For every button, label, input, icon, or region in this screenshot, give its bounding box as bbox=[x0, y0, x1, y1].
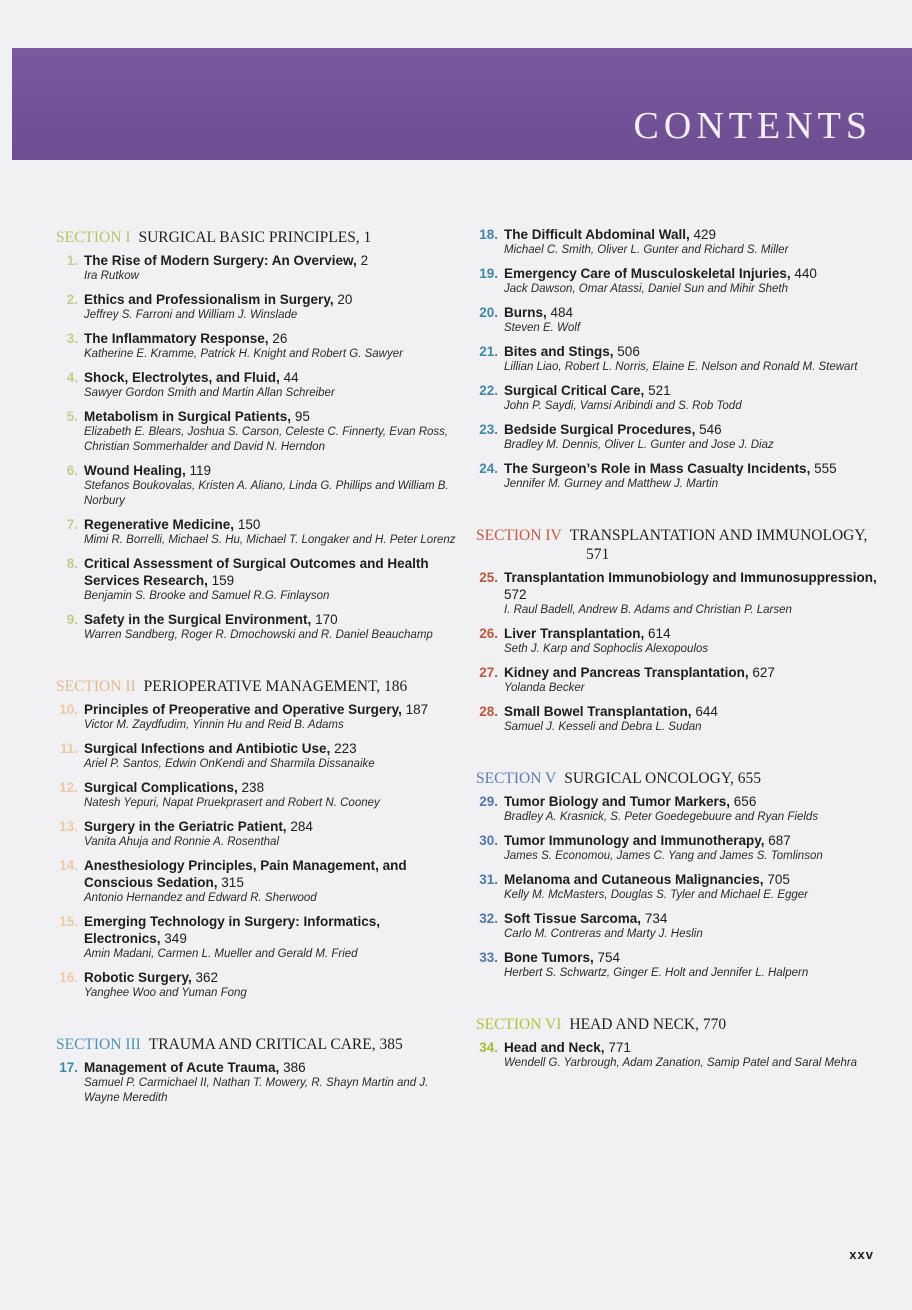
chapter-page: 627 bbox=[752, 665, 775, 680]
chapter-title: Wound Healing, bbox=[84, 463, 186, 478]
chapter-number: 8. bbox=[66, 556, 78, 571]
section-block-i bbox=[56, 228, 456, 643]
chapter-title: Surgical Infections and Antibiotic Use, bbox=[84, 741, 331, 756]
chapter-page: 159 bbox=[211, 573, 235, 588]
chapter-number: 13. bbox=[59, 819, 78, 834]
toc-entry[interactable] bbox=[56, 779, 456, 811]
section-title: HEAD AND NECK, 770 bbox=[569, 1016, 727, 1033]
chapter-title: Tumor Biology and Tumor Markers, bbox=[504, 794, 731, 809]
toc-entry[interactable] bbox=[476, 832, 886, 864]
chapter-authors: Warren Sandberg, Roger R. Dmochowski and R. Daniel Beauchamp bbox=[84, 629, 433, 641]
chapter-authors: John P. Saydi, Vamsi Aribindi and S. Rob Todd bbox=[504, 400, 742, 412]
section-block-ii bbox=[56, 677, 456, 1001]
chapter-authors: Samuel J. Kesseli and Debra L. Sudan bbox=[504, 721, 702, 733]
chapter-authors: Benjamin S. Brooke and Samuel R.G. Finlayson bbox=[84, 590, 330, 602]
chapter-page: 362 bbox=[195, 970, 219, 985]
chapter-authors: Bradley M. Dennis, Oliver L. Gunter and Jose J. Diaz bbox=[504, 439, 774, 451]
chapter-authors: Sawyer Gordon Smith and Martin Allan Schreiber bbox=[84, 387, 335, 399]
chapter-number: 1. bbox=[66, 253, 78, 268]
toc-entry[interactable] bbox=[476, 382, 886, 414]
chapter-page: 95 bbox=[294, 409, 310, 424]
chapter-title: Bites and Stings, bbox=[504, 344, 614, 359]
toc-entry[interactable] bbox=[476, 265, 886, 297]
toc-entry[interactable] bbox=[56, 408, 456, 455]
chapter-number: 14. bbox=[59, 858, 78, 873]
toc-entry[interactable] bbox=[56, 611, 456, 643]
chapter-number: 7. bbox=[66, 517, 78, 532]
toc-entry[interactable] bbox=[56, 555, 456, 604]
chapter-number: 27. bbox=[479, 665, 498, 680]
chapter-title: Soft Tissue Sarcoma, bbox=[504, 911, 642, 926]
chapter-authors: I. Raul Badell, Andrew B. Adams and Christian P. Larsen bbox=[504, 604, 792, 616]
chapter-title: Burns, bbox=[504, 305, 547, 320]
chapter-number: 4. bbox=[66, 370, 78, 385]
chapter-page: 238 bbox=[241, 780, 265, 795]
chapter-page: 440 bbox=[794, 266, 817, 281]
chapter-title: Small Bowel Transplantation, bbox=[504, 704, 692, 719]
chapter-title: Emergency Care of Musculoskeletal Injuries, bbox=[504, 266, 791, 281]
chapter-number: 22. bbox=[479, 383, 498, 398]
chapter-number: 28. bbox=[479, 704, 498, 719]
toc-entry[interactable] bbox=[476, 910, 886, 942]
chapter-number: 26. bbox=[479, 626, 498, 641]
chapter-number: 31. bbox=[479, 872, 498, 887]
chapter-number: 32. bbox=[479, 911, 498, 926]
section-label: SECTION IV bbox=[476, 527, 562, 544]
chapter-authors: Bradley A. Krasnick, S. Peter Goedegebuure and Ryan Fields bbox=[504, 811, 819, 823]
chapter-number: 16. bbox=[59, 970, 78, 985]
chapter-number: 15. bbox=[59, 914, 78, 929]
chapter-page: 644 bbox=[695, 704, 718, 719]
chapter-number: 25. bbox=[479, 570, 498, 585]
chapter-title: Emerging Technology in Surgery: Informatics, Electronics, bbox=[84, 914, 381, 946]
chapter-title: Surgical Critical Care, bbox=[504, 383, 645, 398]
toc-entry[interactable] bbox=[476, 703, 886, 735]
chapter-number: 17. bbox=[59, 1060, 78, 1075]
chapter-number: 19. bbox=[479, 266, 498, 281]
chapter-number: 6. bbox=[66, 463, 78, 478]
chapter-title: Principles of Preoperative and Operative Surgery, bbox=[84, 702, 402, 717]
chapter-page: 2 bbox=[360, 253, 369, 268]
chapter-title: Management of Acute Trauma, bbox=[84, 1060, 280, 1075]
chapter-title: Ethics and Professionalism in Surgery, bbox=[84, 292, 334, 307]
section-block-v bbox=[476, 769, 886, 981]
chapter-page: 170 bbox=[315, 612, 338, 627]
section-heading bbox=[56, 677, 456, 696]
chapter-authors: Ira Rutkow bbox=[84, 270, 139, 282]
toc-entry[interactable] bbox=[56, 252, 456, 284]
section-block-iii bbox=[56, 1035, 456, 1106]
toc-entry[interactable] bbox=[56, 516, 456, 548]
chapter-authors: Steven E. Wolf bbox=[504, 322, 581, 334]
chapter-number: 12. bbox=[59, 780, 78, 795]
chapter-page: 572 bbox=[504, 587, 527, 602]
chapter-title: Anesthesiology Principles, Pain Management, and Conscious Sedation, bbox=[84, 858, 407, 890]
contents-banner bbox=[12, 48, 912, 160]
chapter-number: 33. bbox=[479, 950, 498, 965]
toc-entry[interactable] bbox=[476, 421, 886, 453]
page-number: xxv bbox=[849, 1247, 874, 1262]
chapter-number: 21. bbox=[479, 344, 498, 359]
chapter-title: Transplantation Immunobiology and Immunosuppression, bbox=[504, 570, 877, 585]
chapter-page: 734 bbox=[644, 911, 668, 926]
chapter-title: Surgical Complications, bbox=[84, 780, 238, 795]
chapter-page: 705 bbox=[767, 872, 790, 887]
toc-entry[interactable] bbox=[476, 304, 886, 336]
toc-entry[interactable] bbox=[476, 793, 886, 825]
chapter-authors: Mimi R. Borrelli, Michael S. Hu, Michael T. Longaker and H. Peter Lorenz bbox=[84, 534, 456, 546]
section-label: SECTION I bbox=[56, 229, 131, 246]
section-heading bbox=[56, 1035, 456, 1054]
chapter-page: 284 bbox=[290, 819, 313, 834]
section-block-iii-continued bbox=[476, 226, 886, 492]
chapter-title: The Inflammatory Response, bbox=[84, 331, 269, 346]
chapter-page: 26 bbox=[272, 331, 288, 346]
chapter-number: 20. bbox=[479, 305, 498, 320]
chapter-authors: James S. Economou, James C. Yang and James S. Tomlinson bbox=[504, 850, 823, 862]
toc-entry[interactable] bbox=[56, 701, 456, 733]
toc-entry[interactable] bbox=[476, 664, 886, 696]
chapter-authors: Stefanos Boukovalas, Kristen A. Aliano, Linda G. Phillips and William B. Norbury bbox=[84, 480, 449, 507]
chapter-page: 429 bbox=[693, 227, 717, 242]
chapter-authors: Elizabeth E. Blears, Joshua S. Carson, Celeste C. Finnerty, Evan Ross, Christian Sommerhalder and David N. Herndon bbox=[84, 426, 449, 453]
chapter-authors: Ariel P. Santos, Edwin OnKendi and Sharmila Dissanaike bbox=[84, 758, 375, 770]
toc-entry[interactable] bbox=[476, 949, 886, 981]
section-label: SECTION II bbox=[56, 678, 136, 695]
chapter-number: 11. bbox=[59, 741, 78, 756]
chapter-authors: Herbert S. Schwartz, Ginger E. Holt and Jennifer L. Halpern bbox=[504, 967, 809, 979]
chapter-page: 20 bbox=[337, 292, 353, 307]
chapter-number: 23. bbox=[479, 422, 498, 437]
chapter-title: Tumor Immunology and Immunotherapy, bbox=[504, 833, 765, 848]
chapter-page: 44 bbox=[283, 370, 299, 385]
chapter-title: Safety in the Surgical Environment, bbox=[84, 612, 312, 627]
chapter-authors: Yolanda Becker bbox=[504, 682, 585, 694]
chapter-title: The Difficult Abdominal Wall, bbox=[504, 227, 690, 242]
chapter-authors: Yanghee Woo and Yuman Fong bbox=[84, 987, 247, 999]
toc-entry[interactable] bbox=[476, 625, 886, 657]
chapter-page: 771 bbox=[608, 1040, 631, 1055]
page-title: CONTENTS bbox=[633, 105, 872, 147]
chapter-title: Bone Tumors, bbox=[504, 950, 594, 965]
chapter-page: 349 bbox=[164, 931, 187, 946]
chapter-authors: Lillian Liao, Robert L. Norris, Elaine E. Nelson and Ronald M. Stewart bbox=[504, 361, 858, 373]
chapter-number: 29. bbox=[479, 794, 498, 809]
section-heading bbox=[476, 1015, 886, 1034]
toc-entry[interactable] bbox=[56, 969, 456, 1001]
chapter-title: The Rise of Modern Surgery: An Overview, bbox=[84, 253, 357, 268]
chapter-authors: Wendell G. Yarbrough, Adam Zanation, Samip Patel and Saral Mehra bbox=[504, 1057, 858, 1069]
section-title: PERIOPERATIVE MANAGEMENT, 186 bbox=[143, 678, 408, 695]
toc-entry[interactable] bbox=[476, 569, 886, 618]
chapter-title: Shock, Electrolytes, and Fluid, bbox=[84, 370, 280, 385]
chapter-page: 506 bbox=[617, 344, 640, 359]
chapter-number: 3. bbox=[66, 331, 78, 346]
chapter-title: Regenerative Medicine, bbox=[84, 517, 235, 532]
chapter-title: Metabolism in Surgical Patients, bbox=[84, 409, 292, 424]
toc-entry[interactable] bbox=[56, 462, 456, 509]
chapter-number: 18. bbox=[479, 227, 498, 242]
section-heading bbox=[56, 228, 456, 247]
chapter-number: 5. bbox=[66, 409, 78, 424]
toc-entry[interactable] bbox=[56, 369, 456, 401]
section-title: TRAUMA AND CRITICAL CARE, 385 bbox=[148, 1036, 403, 1053]
toc-entry[interactable] bbox=[476, 460, 886, 492]
section-title: SURGICAL ONCOLOGY, 655 bbox=[564, 770, 762, 787]
toc-entry[interactable] bbox=[56, 330, 456, 362]
section-block-iv bbox=[476, 526, 886, 735]
chapter-number: 2. bbox=[66, 292, 78, 307]
chapter-authors: Victor M. Zaydfudim, Yinnin Hu and Reid B. Adams bbox=[84, 719, 344, 731]
chapter-title: Melanoma and Cutaneous Malignancies, bbox=[504, 872, 764, 887]
section-heading bbox=[476, 526, 886, 564]
chapter-authors: Michael C. Smith, Oliver L. Gunter and Richard S. Miller bbox=[504, 244, 789, 256]
chapter-authors: Samuel P. Carmichael II, Nathan T. Mowery, R. Shayn Martin and J. Wayne Meredith bbox=[84, 1077, 429, 1104]
chapter-page: 656 bbox=[733, 794, 757, 809]
chapter-page: 484 bbox=[550, 305, 574, 320]
toc-entry[interactable] bbox=[476, 226, 886, 258]
chapter-number: 10. bbox=[59, 702, 78, 717]
chapter-authors: Jack Dawson, Omar Atassi, Daniel Sun and Mihir Sheth bbox=[504, 283, 789, 295]
chapter-number: 30. bbox=[479, 833, 498, 848]
toc-entry[interactable] bbox=[56, 913, 456, 962]
chapter-title: Kidney and Pancreas Transplantation, bbox=[504, 665, 749, 680]
chapter-authors: Jennifer M. Gurney and Matthew J. Martin bbox=[504, 478, 719, 490]
toc-right-column bbox=[476, 226, 886, 1105]
chapter-page: 555 bbox=[814, 461, 837, 476]
chapter-number: 34. bbox=[479, 1040, 498, 1055]
section-label: SECTION VI bbox=[476, 1016, 562, 1033]
chapter-number: 9. bbox=[66, 612, 78, 627]
section-title: TRANSPLANTATION AND IMMUNOLOGY, 571 bbox=[569, 527, 868, 563]
toc-left-column bbox=[56, 228, 456, 1140]
toc-entry[interactable] bbox=[476, 871, 886, 903]
chapter-number: 24. bbox=[479, 461, 498, 476]
section-label: SECTION V bbox=[476, 770, 557, 787]
chapter-page: 386 bbox=[283, 1060, 306, 1075]
toc-entry[interactable] bbox=[56, 291, 456, 323]
toc-entry[interactable] bbox=[56, 1059, 456, 1106]
chapter-title: Bedside Surgical Procedures, bbox=[504, 422, 696, 437]
chapter-page: 150 bbox=[237, 517, 261, 532]
chapter-authors: Natesh Yepuri, Napat Pruekprasert and Robert N. Cooney bbox=[84, 797, 380, 809]
chapter-authors: Jeffrey S. Farroni and William J. Winslade bbox=[84, 309, 298, 321]
chapter-title: Surgery in the Geriatric Patient, bbox=[84, 819, 287, 834]
chapter-page: 614 bbox=[648, 626, 671, 641]
chapter-authors: Antonio Hernandez and Edward R. Sherwood bbox=[84, 892, 317, 904]
chapter-page: 119 bbox=[189, 463, 212, 478]
chapter-authors: Amin Madani, Carmen L. Mueller and Gerald M. Fried bbox=[84, 948, 358, 960]
chapter-page: 546 bbox=[699, 422, 722, 437]
section-title: SURGICAL BASIC PRINCIPLES, 1 bbox=[138, 229, 372, 246]
section-label: SECTION III bbox=[56, 1036, 141, 1053]
chapter-page: 687 bbox=[768, 833, 791, 848]
chapter-page: 315 bbox=[221, 875, 244, 890]
toc-entry[interactable] bbox=[56, 818, 456, 850]
toc-entry[interactable] bbox=[56, 740, 456, 772]
section-block-vi bbox=[476, 1015, 886, 1071]
toc-entry[interactable] bbox=[476, 343, 886, 375]
toc-entry[interactable] bbox=[476, 1039, 886, 1071]
chapter-title: Robotic Surgery, bbox=[84, 970, 192, 985]
chapter-page: 223 bbox=[334, 741, 357, 756]
section-heading bbox=[476, 769, 886, 788]
chapter-title: The Surgeon’s Role in Mass Casualty Incidents, bbox=[504, 461, 811, 476]
chapter-page: 187 bbox=[405, 702, 429, 717]
chapter-page: 521 bbox=[648, 383, 671, 398]
chapter-page: 754 bbox=[597, 950, 621, 965]
chapter-authors: Kelly M. McMasters, Douglas S. Tyler and Michael E. Egger bbox=[504, 889, 809, 901]
chapter-authors: Katherine E. Kramme, Patrick H. Knight and Robert G. Sawyer bbox=[84, 348, 403, 360]
chapter-title: Liver Transplantation, bbox=[504, 626, 645, 641]
chapter-title: Head and Neck, bbox=[504, 1040, 605, 1055]
toc-entry[interactable] bbox=[56, 857, 456, 906]
chapter-title: Critical Assessment of Surgical Outcomes and Health Services Research, bbox=[84, 556, 429, 588]
chapter-authors: Seth J. Karp and Sophoclis Alexopoulos bbox=[504, 643, 709, 655]
chapter-authors: Vanita Ahuja and Ronnie A. Rosenthal bbox=[84, 836, 279, 848]
chapter-authors: Carlo M. Contreras and Marty J. Heslin bbox=[504, 928, 703, 940]
